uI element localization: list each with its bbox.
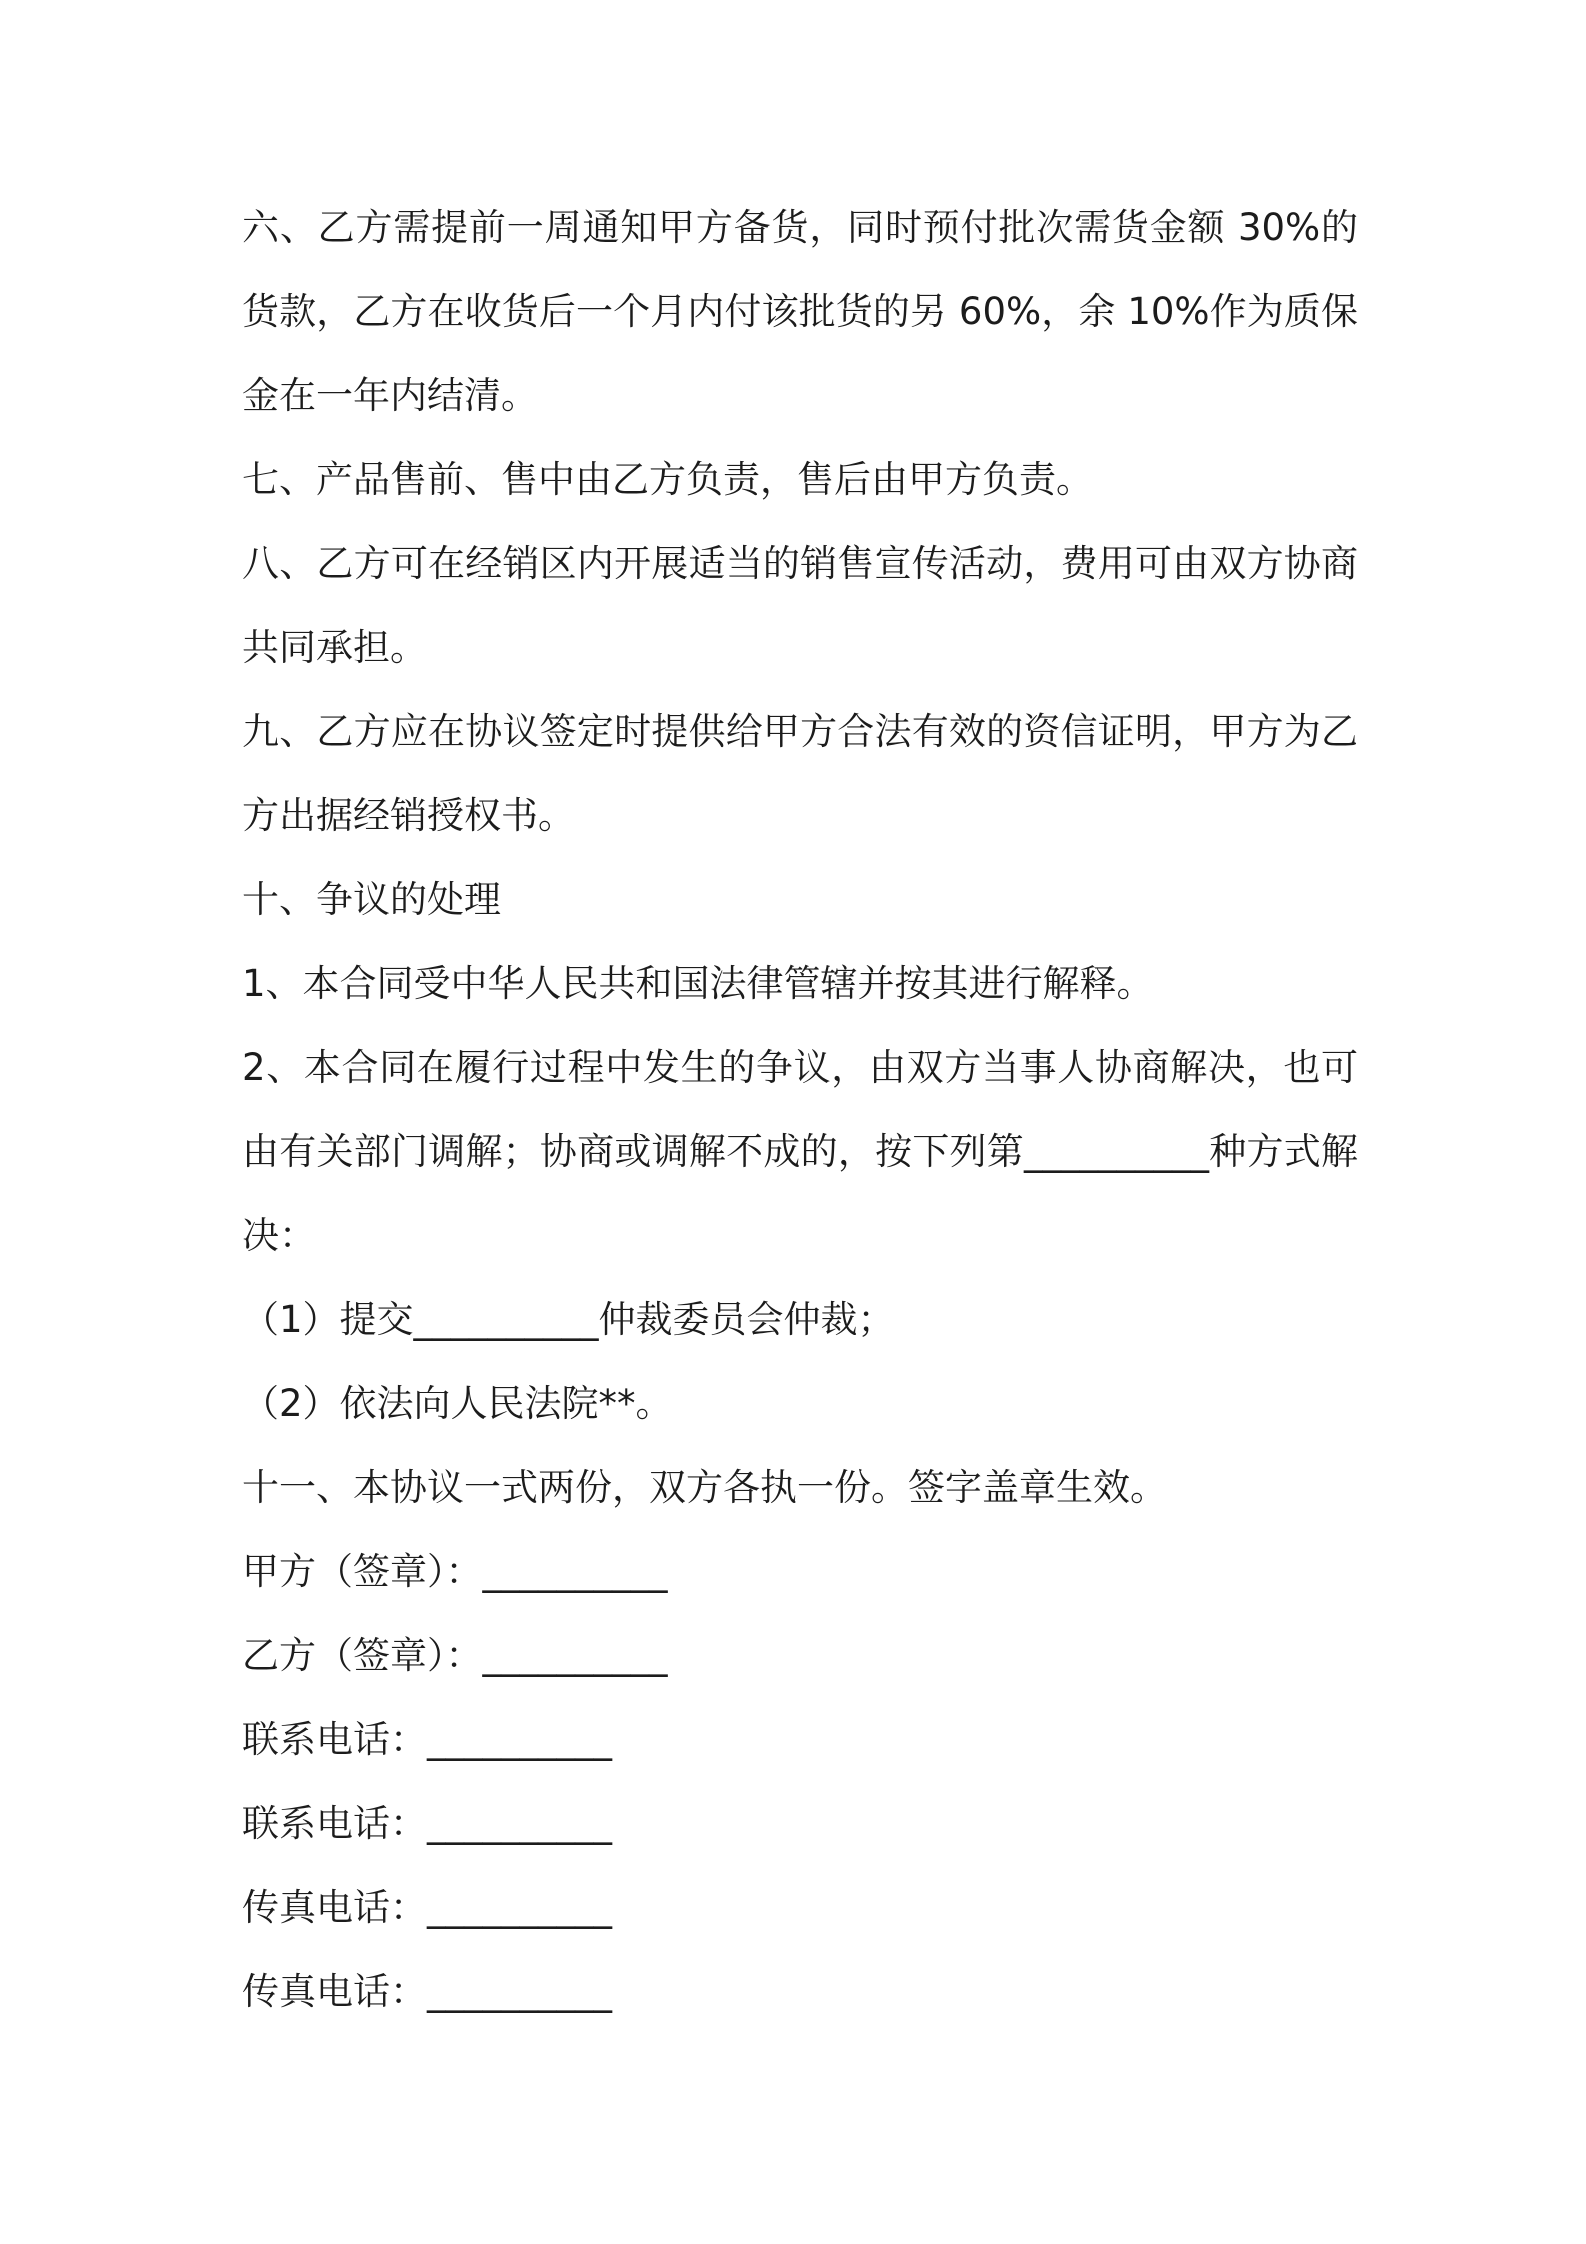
paragraph-line: 方出据经销授权书。: [242, 794, 575, 837]
paragraph-line: 货款，乙方在收货后一个月内付该批货的另 60%，余 10%作为质保: [242, 290, 1358, 333]
clause-eleven: [242, 1446, 1358, 1530]
clause-seven: [242, 438, 1358, 522]
paragraph-line: 十一、本协议一式两份，双方各执一份。签字盖章生效。: [242, 1466, 1167, 1509]
paragraph-line: 八、乙方可在经销区内开展适当的销售宣传活动，费用可由双方协商: [242, 542, 1358, 585]
paragraph-line: 六、乙方需提前一周通知甲方备货，同时预付批次需货金额 30%的: [242, 206, 1358, 249]
dispute-option-2: [242, 1362, 1358, 1446]
clause-six: [242, 186, 1358, 438]
party-a-signature-field: 甲方（签章）：__________: [242, 1550, 668, 1593]
paragraph-line: 决：: [242, 1214, 316, 1257]
contact-phone-field: 联系电话：__________: [242, 1802, 612, 1845]
dispute-item-1: [242, 942, 1358, 1026]
paragraph-line: 2、本合同在履行过程中发生的争议，由双方当事人协商解决，也可: [242, 1046, 1358, 1089]
section-heading: 十、争议的处理: [242, 878, 501, 921]
clause-eight: [242, 522, 1358, 690]
contract-body: [242, 186, 1358, 2034]
paragraph-line: 共同承担。: [242, 626, 427, 669]
signature-block: [242, 1530, 1358, 2034]
contact-phone-field: 联系电话：__________: [242, 1718, 612, 1761]
paragraph-line: 九、乙方应在协议签定时提供给甲方合法有效的资信证明，甲方为乙: [242, 710, 1358, 753]
clause-ten-heading: [242, 858, 1358, 942]
paragraph-line: 由有关部门调解；协商或调解不成的，按下列第__________种方式解: [242, 1130, 1358, 1173]
paragraph-line: 1、本合同受中华人民共和国法律管辖并按其进行解释。: [242, 962, 1154, 1005]
fax-number-field: 传真电话：__________: [242, 1970, 612, 2013]
paragraph-line: 七、产品售前、售中由乙方负责，售后由甲方负责。: [242, 458, 1093, 501]
clause-nine: [242, 690, 1358, 858]
dispute-option-1: [242, 1278, 1358, 1362]
fax-number-field: 传真电话：__________: [242, 1886, 612, 1929]
party-b-signature-field: 乙方（签章）：__________: [242, 1634, 668, 1677]
dispute-item-2: [242, 1026, 1358, 1278]
paragraph-line: （1）提交__________仲裁委员会仲裁；: [242, 1298, 895, 1341]
paragraph-line: 金在一年内结清。: [242, 374, 538, 417]
paragraph-line: （2）依法向人民法院**。: [242, 1382, 673, 1425]
